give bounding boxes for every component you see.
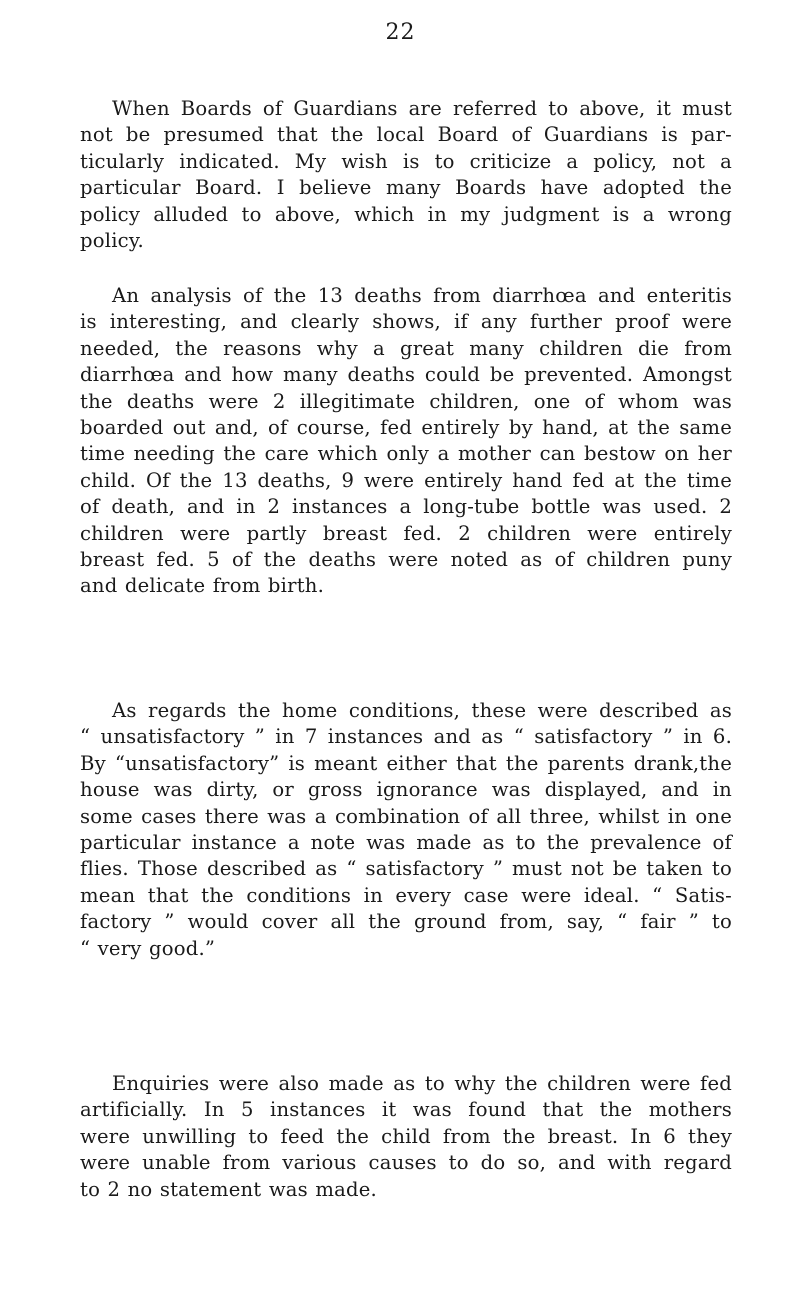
text-line: the deaths were 2 illegitimate children, one of whom was (80, 389, 732, 413)
text-line: policy. (80, 229, 144, 253)
text-line: “ very good.” (80, 936, 216, 960)
paragraph-enquiries (80, 1071, 732, 1203)
text-line: As regards the home conditions, these were described as (112, 699, 732, 722)
paragraph-home-conditions (80, 698, 732, 962)
paragraph-boards-of-guardians (80, 96, 732, 254)
text-line: is interesting, and clearly shows, if any further proof were (80, 310, 732, 334)
text-line: children were partly breast fed. 2 children were entirely (80, 521, 732, 545)
text-line: not be presumed that the local Board of Guardians is par- (80, 123, 732, 147)
text-line: artificially. In 5 instances it was found that the mothers (80, 1098, 732, 1122)
text-line: policy alluded to above, which in my judgment is a wrong (80, 202, 732, 226)
page-number: 22 (385, 20, 416, 45)
text-line: time needing the care which only a mother can bestow on her (80, 442, 732, 466)
text-line: particular instance a note was made as to the prevalence of (80, 831, 732, 855)
text-line: An analysis of the 13 deaths from diarrhœa and enteritis (112, 284, 732, 307)
text-line: flies. Those described as “ satisfactory ” must not be taken to (80, 857, 732, 881)
text-line: factory ” would cover all the ground from, say, “ fair ” to (80, 910, 732, 934)
text-line: some cases there was a combination of all three, whilst in one (80, 804, 732, 828)
text-line: particular Board. I believe many Boards have adopted the (80, 176, 732, 200)
text-line: Enquiries were also made as to why the children were fed (112, 1072, 732, 1095)
text-line: house was dirty, or gross ignorance was displayed, and in (80, 778, 732, 802)
paragraph-analysis-of-deaths (80, 283, 732, 600)
text-line: When Boards of Guardians are referred to above, it must (112, 97, 732, 120)
text-line: boarded out and, of course, fed entirely by hand, at the same (80, 416, 732, 440)
text-line: diarrhœa and how many deaths could be prevented. Amongst (80, 363, 732, 387)
text-line: needed, the reasons why a great many children die from (80, 336, 732, 360)
text-line: and delicate from birth. (80, 574, 325, 598)
text-line: ticularly indicated. My wish is to criticize a policy, not a (80, 149, 732, 173)
text-line: were unwilling to feed the child from the breast. In 6 they (80, 1124, 732, 1148)
text-line: child. Of the 13 deaths, 9 were entirely hand fed at the time (80, 468, 732, 492)
text-line: were unable from various causes to do so, and with regard (80, 1151, 732, 1175)
text-line: “ unsatisfactory ” in 7 instances and as “ satisfactory ” in 6. (80, 725, 732, 749)
text-line: of death, and in 2 instances a long-tube bottle was used. 2 (80, 495, 732, 519)
text-line: to 2 no statement was made. (80, 1177, 377, 1201)
text-line: By “unsatisfactory” is meant either that the parents drank,the (80, 751, 732, 775)
text-line: breast fed. 5 of the deaths were noted as of children puny (80, 548, 732, 572)
text-line: mean that the conditions in every case were ideal. “ Satis- (80, 883, 732, 907)
